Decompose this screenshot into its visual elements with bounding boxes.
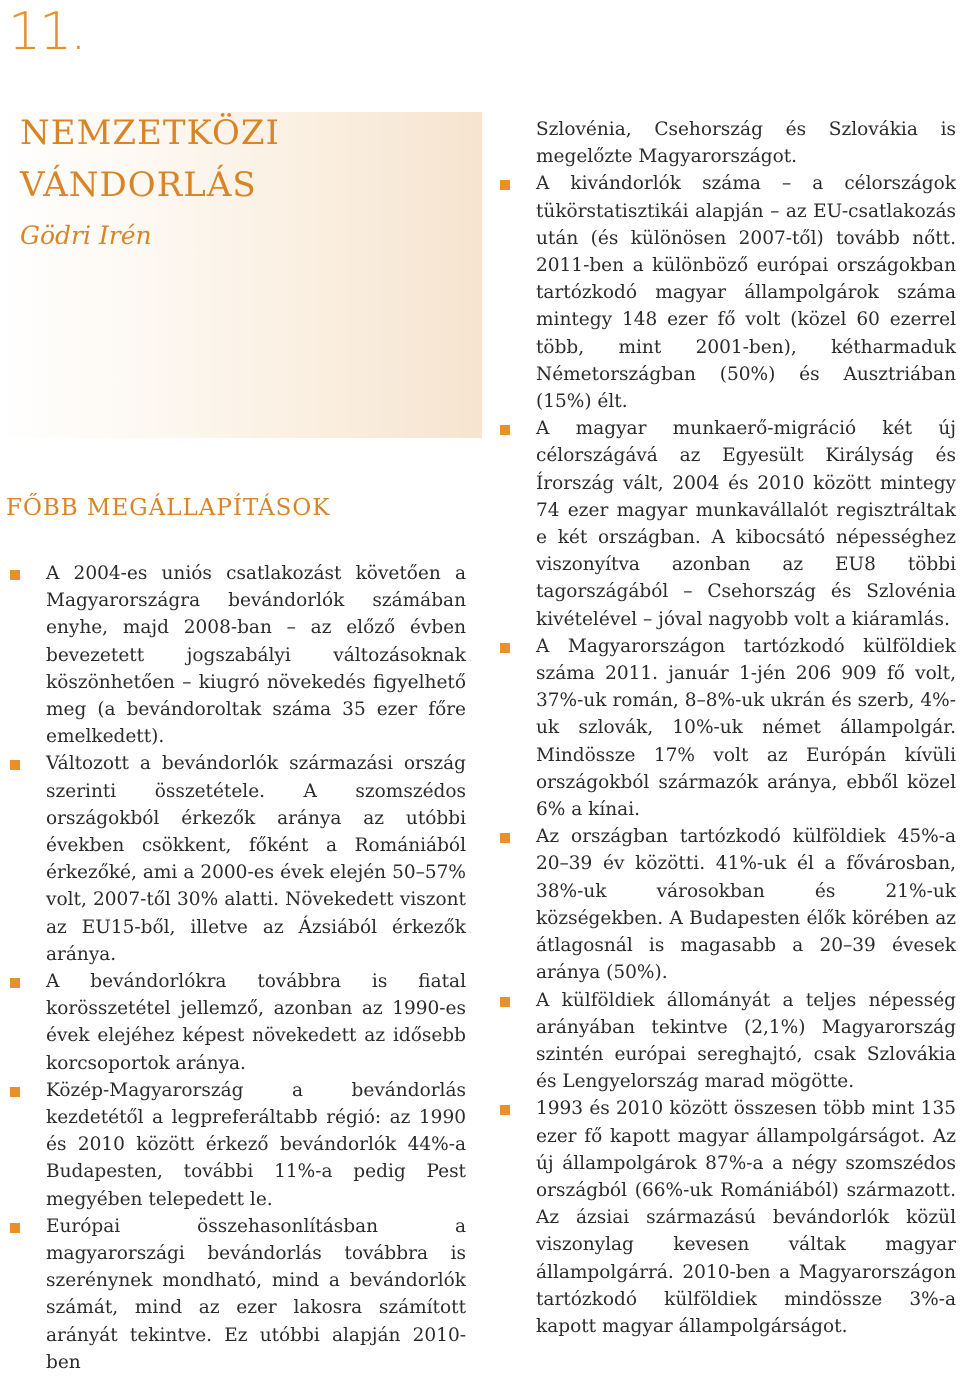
orange-square-bullet-icon bbox=[10, 760, 20, 770]
finding-item bbox=[498, 170, 956, 415]
chapter-number: 11. bbox=[8, 2, 85, 62]
chapter-title-line-1: NEMZETKÖZI bbox=[20, 113, 280, 153]
finding-item bbox=[498, 633, 956, 823]
chapter-title-line-2: VÁNDORLÁS bbox=[20, 165, 257, 205]
finding-item bbox=[8, 1213, 466, 1376]
finding-text: A Magyarországon tartózkodó külföldiek száma 2011. január 1-jén 206 909 fő volt, 37%-uk román, 8–8%-uk ukrán és szerb, 4%-uk szlovák, 10%-uk német állampolgár. Mindössze 17% volt az Európán kívüli országokból származók aránya, ebből közel 6% a kínai. bbox=[536, 635, 956, 821]
orange-square-bullet-icon bbox=[10, 1223, 20, 1233]
orange-square-bullet-icon bbox=[500, 643, 510, 653]
finding-text: Változott a bevándorlók származási ország szerinti összetétele. A szomszédos országokból érkezők aránya az utóbbi években csökkent, főként a Romániából érkezőké, ami a 2000-es évek elején 50–57% volt, 2007-től 30% alatti. Növekedett viszont az EU15-ből, illetve az Ázsiából érkezők aránya. bbox=[46, 753, 466, 965]
finding-continuation bbox=[498, 116, 956, 170]
orange-square-bullet-icon bbox=[500, 180, 510, 190]
finding-text: Közép-Magyarország a bevándorlás kezdetétől a legpreferáltabb régió: az 1990 és 2010 között érkező bevándorlók 44%-a Budapesten, további 11%-a pedig Pest megyében telepedett le. bbox=[46, 1079, 466, 1210]
orange-square-bullet-icon bbox=[500, 833, 510, 843]
left-column-findings bbox=[8, 560, 466, 1376]
finding-item bbox=[8, 750, 466, 968]
orange-square-bullet-icon bbox=[10, 1087, 20, 1097]
right-column-findings bbox=[498, 116, 956, 1340]
finding-item bbox=[498, 987, 956, 1096]
finding-text: A 2004-es uniós csatlakozást követően a Magyarországra bevándorlók számában enyhe, majd 2008-ban – az előző évben bevezetett jogszabályi változásoknak köszönhetően – kiugró növekedés figyelhető meg (a bevándoroltak száma 35 ezer főre emelkedett). bbox=[46, 563, 466, 748]
finding-item bbox=[498, 415, 956, 633]
finding-item bbox=[498, 823, 956, 986]
orange-square-bullet-icon bbox=[10, 570, 20, 580]
finding-text: A bevándorlókra továbbra is fiatal korösszetétel jellemző, azonban az 1990-es évek elejéhez képest növekedett az idősebb korcsoportok aránya. bbox=[46, 971, 466, 1074]
finding-text: A magyar munkaerő-migráció két új célországává az Egyesült Királyság és Írország vált, 2004 és 2010 között mintegy 74 ezer magyar munkavállalót regisztráltak e két országban. A kibocsátó népességhez viszonyítva azonban az EU8 többi tagországából – Csehország és Szlovénia kivételével – jóval nagyobb volt a kiáramlás. bbox=[536, 418, 956, 630]
author-name: Gödri Irén bbox=[20, 221, 152, 250]
finding-text: 1993 és 2010 között összesen több mint 135 ezer fő kapott magyar állampolgárságot. Az új állampolgárok 87%-a a négy szomszédos országból (66%-uk Romániából) származott. Az ázsiai származású bevándorlók közül viszonylag kevesen váltak magyar állampolgárrá. 2010-ben a Magyarországon tartózkodó külföldiek mindössze 3%-a kapott magyar állampolgárságot. bbox=[536, 1098, 956, 1337]
finding-item bbox=[8, 1077, 466, 1213]
finding-item bbox=[8, 560, 466, 750]
section-heading: FŐBB MEGÁLLAPÍTÁSOK bbox=[6, 495, 331, 521]
finding-text: Európai összehasonlításban a magyarországi bevándorlás továbbra is szerénynek mondható, mind a bevándorlók számát, mind az ezer lakosra számított arányát tekintve. Ez utóbbi alapján 2010-ben bbox=[46, 1215, 466, 1373]
finding-item bbox=[498, 1095, 956, 1340]
finding-text: Az országban tartózkodó külföldiek 45%-a 20–39 év közötti. 41%-uk él a fővárosban, 38%-uk városokban és 21%-uk községekben. A Budapesten élők körében az átlagosnál is magasabb a 20–39 évesek aránya (50%). bbox=[536, 826, 956, 984]
orange-square-bullet-icon bbox=[500, 1105, 510, 1115]
finding-item bbox=[8, 968, 466, 1077]
orange-square-bullet-icon bbox=[500, 425, 510, 435]
finding-text: A külföldiek állományát a teljes népesség arányában tekintve (2,1%) Magyarország szintén európai sereghajtó, csak Szlovákia és Lengyelország marad mögötte. bbox=[536, 989, 956, 1093]
orange-square-bullet-icon bbox=[500, 997, 510, 1007]
finding-text: A kivándorlók száma – a célországok tükörstatisztikái alapján – az EU-csatlakozás után (és különösen 2007-től) tovább nőtt. 2011-ben a különböző európai országokban tartózkodó magyar állampolgárok száma mintegy 148 ezer fő volt (közel 60 ezerrel több, mint 2001-ben), kétharmaduk Németországban (50%) és Ausztriában (15%) élt. bbox=[536, 173, 956, 413]
orange-square-bullet-icon bbox=[10, 978, 20, 988]
finding-text: Szlovénia, Csehország és Szlovákia is megelőzte Magyarországot. bbox=[536, 119, 956, 168]
title-panel bbox=[0, 112, 482, 438]
